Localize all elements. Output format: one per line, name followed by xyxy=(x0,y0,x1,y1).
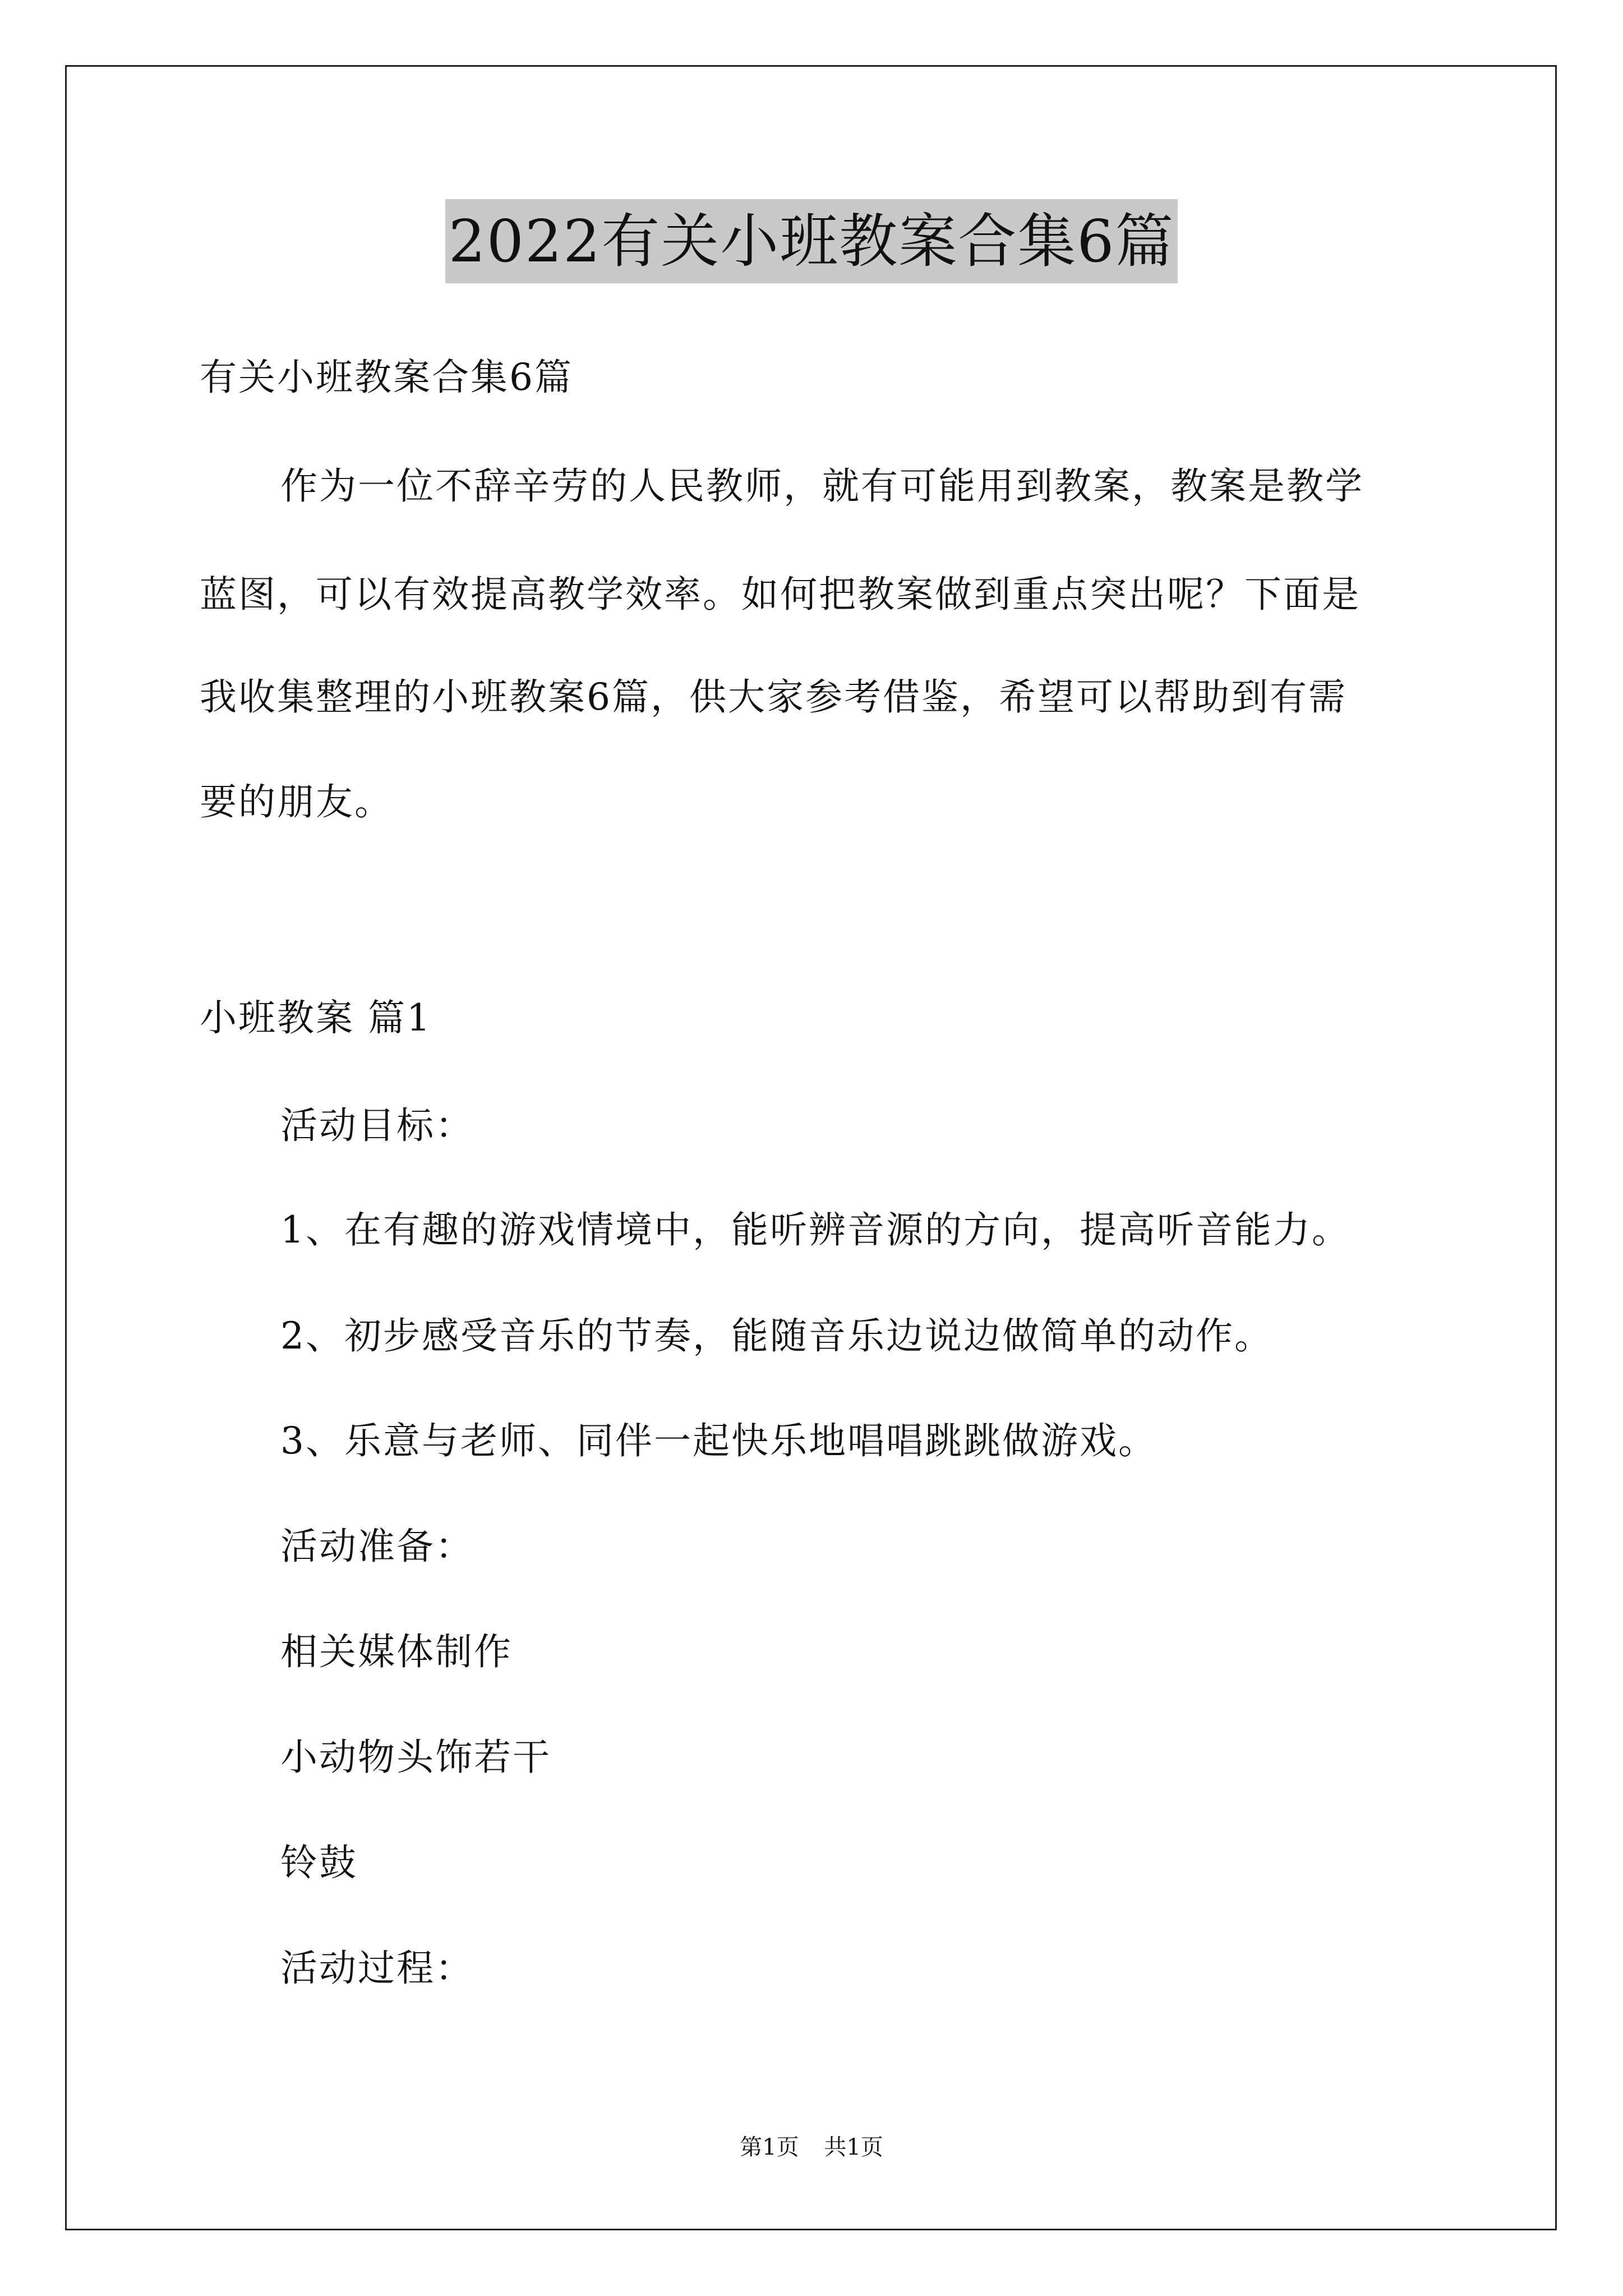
section-heading: 小班教案 篇1 xyxy=(200,996,432,1039)
section-line: 小动物头饰若干 xyxy=(280,1736,551,1779)
section-line: 活动过程： xyxy=(280,1947,474,1990)
section-line: 1、在有趣的游戏情境中，能听辨音源的方向，提高听音能力。 xyxy=(280,1208,1350,1251)
intro-line-1: 作为一位不辞辛劳的人民教师，就有可能用到教案，教案是教学 xyxy=(280,464,1364,508)
page-number-total: 共1页 xyxy=(824,2134,883,2160)
section-line: 2、初步感受音乐的节奏，能随音乐边说边做简单的动作。 xyxy=(280,1314,1273,1358)
section-line: 铃鼓 xyxy=(280,1841,358,1884)
page-number-current: 第1页 xyxy=(740,2134,799,2160)
intro-line-3: 我收集整理的小班教案6篇，供大家参考借鉴，希望可以帮助到有需 xyxy=(200,675,1347,719)
document-subtitle: 有关小班教案合集6篇 xyxy=(200,356,573,399)
section-line: 活动目标： xyxy=(280,1104,474,1147)
title-container xyxy=(0,199,1623,283)
intro-line-2: 蓝图，可以有效提高教学效率。如何把教案做到重点突出呢？下面是 xyxy=(200,573,1361,616)
page-footer xyxy=(0,2131,1623,2164)
section-line: 3、乐意与老师、同伴一起快乐地唱唱跳跳做游戏。 xyxy=(280,1419,1157,1462)
intro-line-4: 要的朋友。 xyxy=(200,780,393,823)
section-line: 活动准备： xyxy=(280,1525,474,1568)
document-title: 2022有关小班教案合集6篇 xyxy=(445,199,1178,283)
section-line: 相关媒体制作 xyxy=(280,1630,513,1673)
